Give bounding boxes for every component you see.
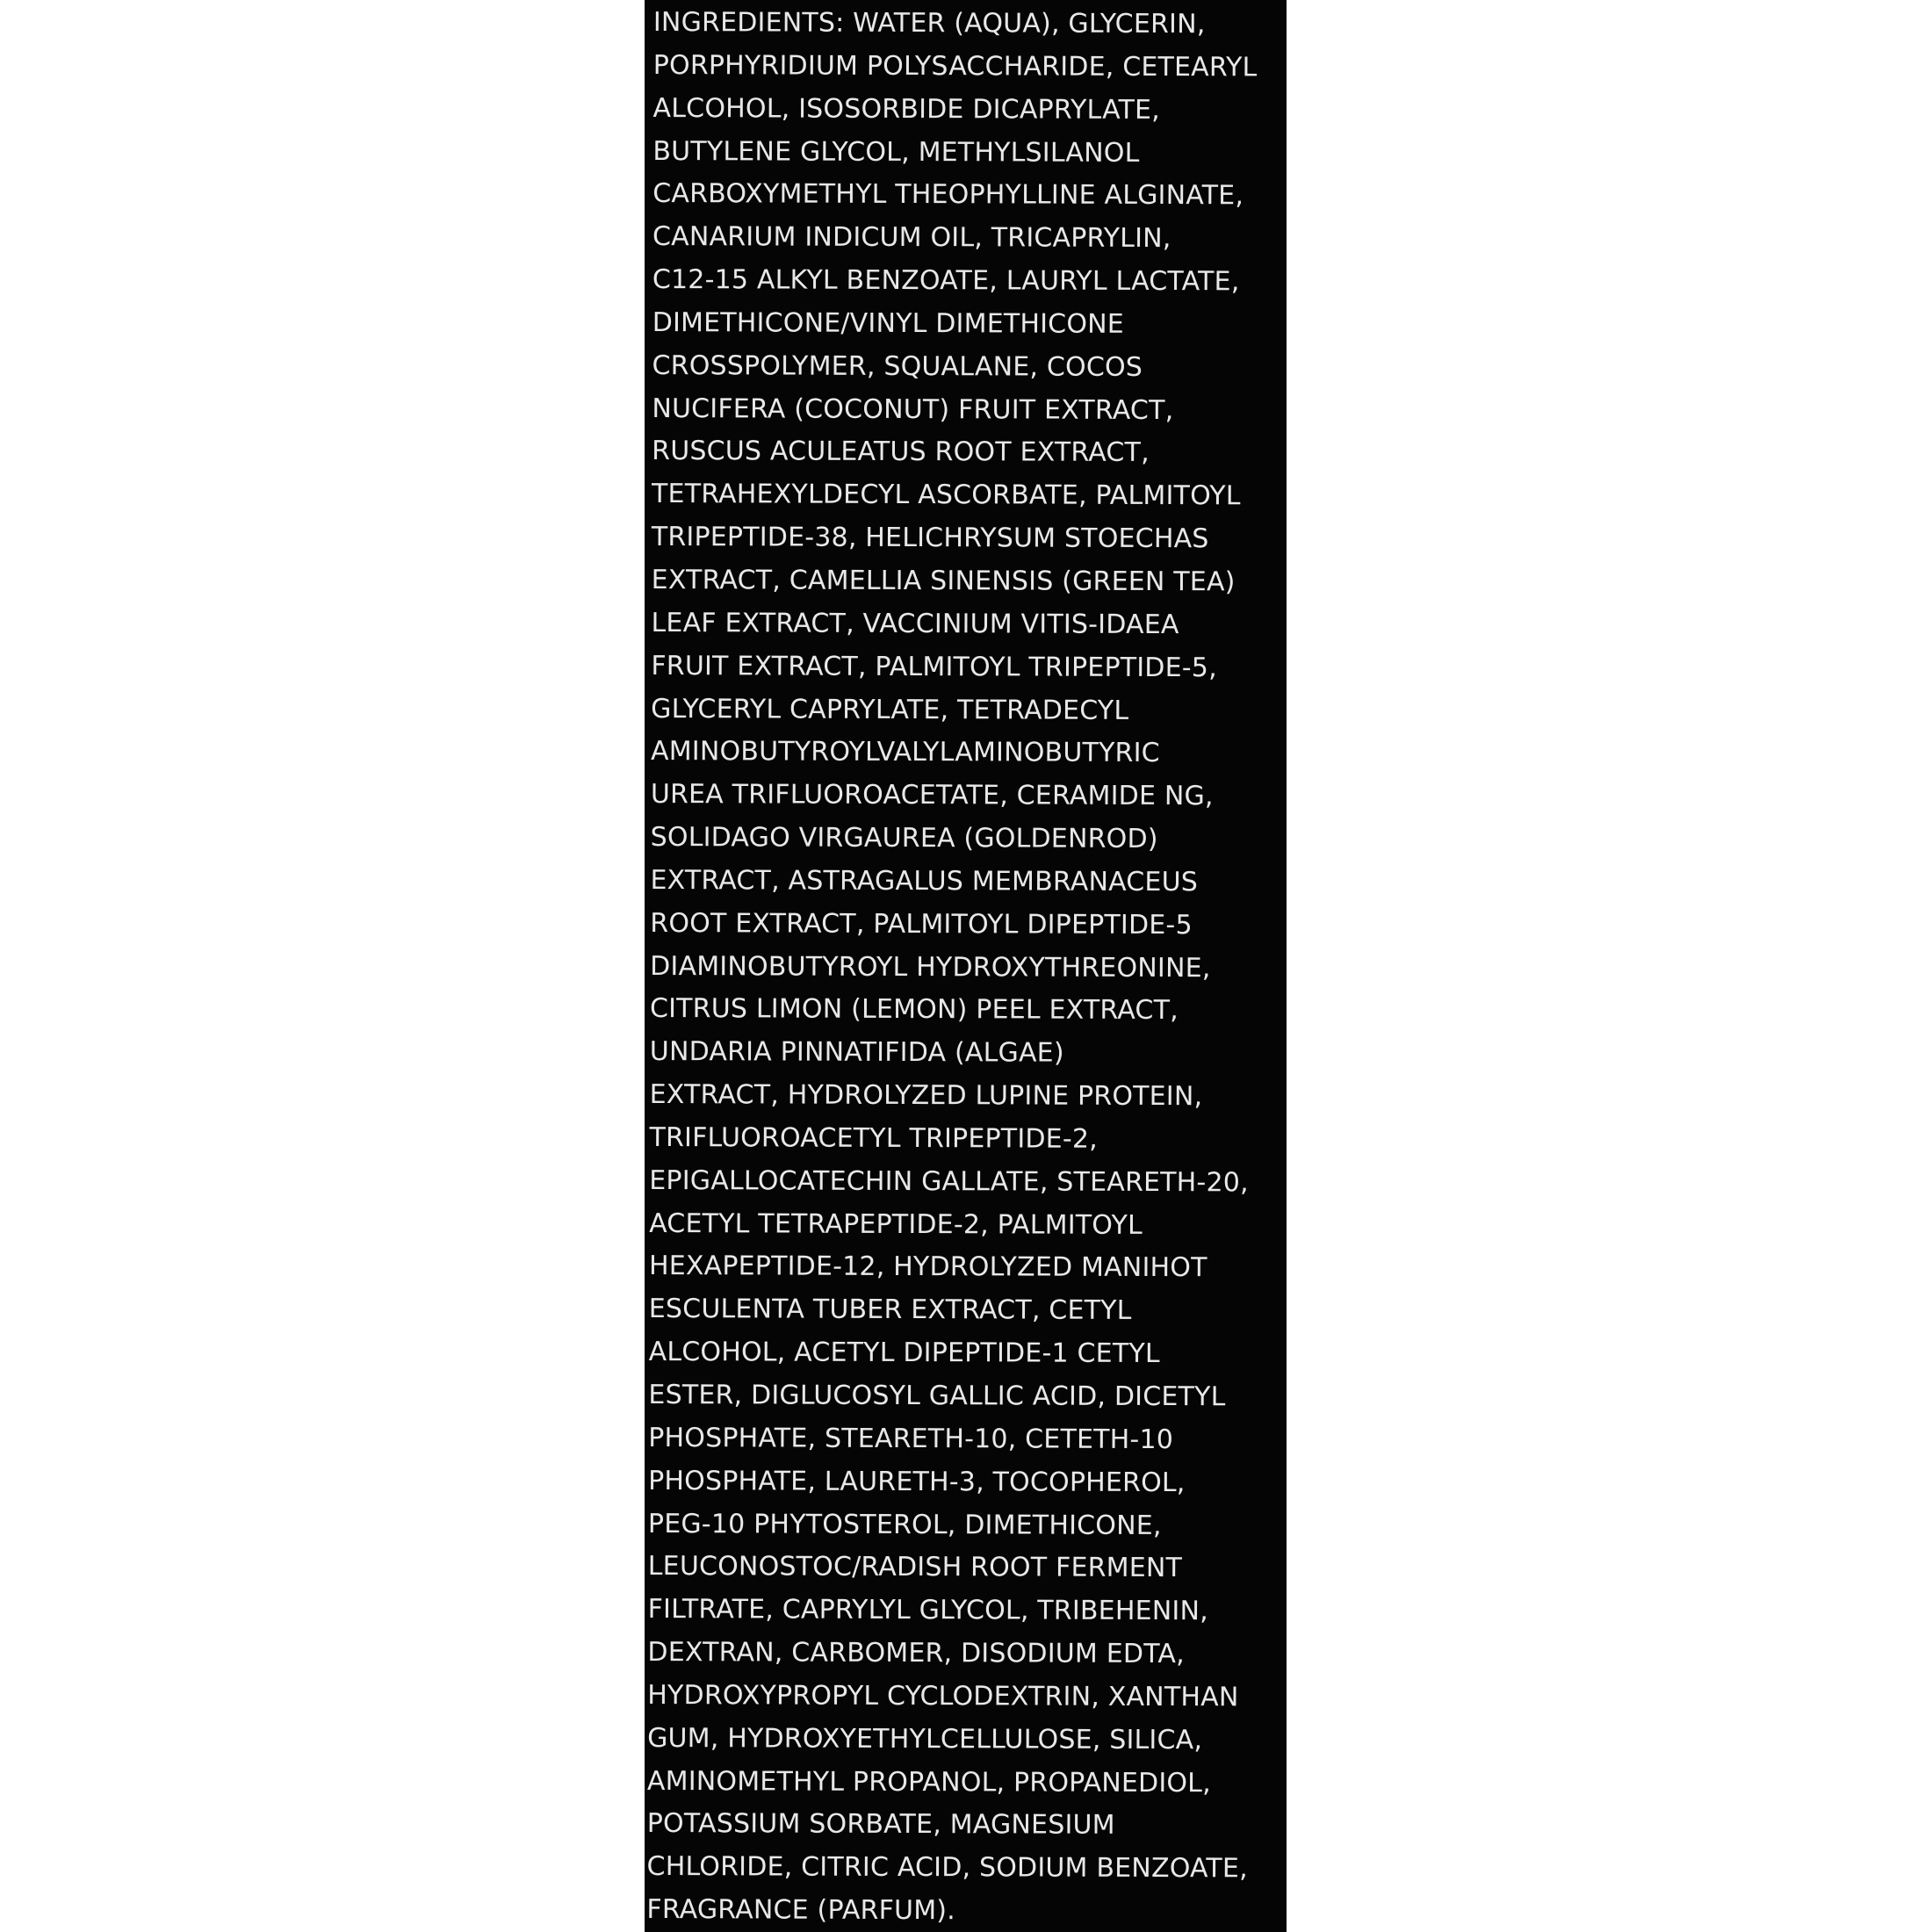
ingredients-line: LEUCONOSTOC/RADISH ROOT FERMENT (647, 1551, 1183, 1584)
ingredients-line: UNDARIA PINNATIFIDA (ALGAE) (649, 1036, 1064, 1069)
ingredients-line: FILTRATE, CAPRYLYL GLYCOL, TRIBEHENIN, (647, 1594, 1208, 1627)
ingredients-line: POTASSIUM SORBATE, MAGNESIUM (646, 1808, 1115, 1842)
ingredients-line: SOLIDAGO VIRGAUREA (GOLDENROD) (650, 822, 1158, 855)
ingredients-line: ALCOHOL, ACETYL DIPEPTIDE-1 CETYL (648, 1337, 1160, 1370)
ingredients-line: GLYCERYL CAPRYLATE, TETRADECYL (651, 693, 1129, 726)
ingredients-line: TETRAHEXYLDECYL ASCORBATE, PALMITOYL (651, 479, 1241, 512)
ingredients-line: LEAF EXTRACT, VACCINIUM VITIS-IDAEA (651, 607, 1179, 640)
ingredients-line: HEXAPEPTIDE-12, HYDROLYZED MANIHOT (648, 1251, 1208, 1284)
ingredients-line: ESTER, DIGLUCOSYL GALLIC ACID, DICETYL (648, 1379, 1226, 1413)
ingredients-line: FRAGRANCE (PARFUM). (646, 1894, 956, 1927)
ingredients-line: ACETYL TETRAPEPTIDE-2, PALMITOYL (649, 1208, 1143, 1241)
ingredients-line: TRIFLUOROACETYL TRIPEPTIDE-2, (649, 1121, 1098, 1155)
ingredients-line: EXTRACT, CAMELLIA SINENSIS (GREEN TEA) (651, 564, 1236, 598)
ingredients-line: PORPHYRIDIUM POLYSACCHARIDE, CETEARYL (652, 49, 1258, 83)
ingredients-line: CHLORIDE, CITRIC ACID, SODIUM BENZOATE, (646, 1851, 1248, 1885)
ingredients-line: TRIPEPTIDE-38, HELICHRYSUM STOECHAS (651, 522, 1209, 555)
ingredients-line: AMINOMETHYL PROPANOL, PROPANEDIOL, (646, 1765, 1211, 1799)
ingredients-line: CARBOXYMETHYL THEOPHYLLINE ALGINATE, (652, 178, 1244, 212)
ingredients-line: HYDROXYPROPYL CYCLODEXTRIN, XANTHAN (647, 1679, 1239, 1713)
ingredients-line: C12-15 ALKYL BENZOATE, LAURYL LACTATE, (652, 264, 1240, 298)
ingredients-line: FRUIT EXTRACT, PALMITOYL TRIPEPTIDE-5, (651, 650, 1217, 683)
ingredients-line: DIMETHICONE/VINYL DIMETHICONE (652, 306, 1125, 340)
ingredients-line: DEXTRAN, CARBOMER, DISODIUM EDTA, (647, 1637, 1185, 1670)
ingredients-line: EXTRACT, ASTRAGALUS MEMBRANACEUS (650, 864, 1199, 898)
ingredients-line: CROSSPOLYMER, SQUALANE, COCOS (652, 350, 1143, 383)
ingredients-line: PEG-10 PHYTOSTEROL, DIMETHICONE, (647, 1508, 1162, 1541)
ingredients-line: ROOT EXTRACT, PALMITOYL DIPEPTIDE-5 (650, 907, 1193, 941)
ingredients-line: PHOSPHATE, LAURETH-3, TOCOPHEROL, (648, 1465, 1186, 1498)
ingredients-line: EPIGALLOCATECHIN GALLATE, STEARETH-20, (649, 1164, 1249, 1199)
ingredients-list (646, 2, 1286, 1932)
ingredients-line: PHOSPHATE, STEARETH-10, CETETH-10 (648, 1422, 1174, 1455)
ingredients-line: NUCIFERA (COCONUT) FRUIT EXTRACT, (652, 393, 1174, 426)
ingredients-line: RUSCUS ACULEATUS ROOT EXTRACT, (652, 436, 1150, 469)
ingredients-line: CANARIUM INDICUM OIL, TRICAPRYLIN, (652, 221, 1171, 255)
ingredients-line: EXTRACT, HYDROLYZED LUPINE PROTEIN, (649, 1079, 1203, 1113)
ingredients-line: UREA TRIFLUOROACETATE, CERAMIDE NG, (650, 779, 1214, 812)
ingredients-line: GUM, HYDROXYETHYLCELLULOSE, SILICA, (647, 1722, 1203, 1755)
ingredients-line: ALCOHOL, ISOSORBIDE DICAPRYLATE, (652, 92, 1160, 126)
ingredients-line: ESCULENTA TUBER EXTRACT, CETYL (648, 1294, 1132, 1327)
ingredients-line: BUTYLENE GLYCOL, METHYLSILANOL (652, 135, 1140, 169)
ingredients-line: AMINOBUTYROYLVALYLAMINOBUTYRIC (650, 736, 1160, 769)
ingredients-line: CITRUS LIMON (LEMON) PEEL EXTRACT, (649, 993, 1179, 1027)
ingredients-label-panel (645, 0, 1287, 1932)
ingredients-line: DIAMINOBUTYROYL HYDROXYTHREONINE, (650, 950, 1211, 984)
ingredients-line: INGREDIENTS: WATER (AQUA), GLYCERIN, (652, 6, 1206, 40)
